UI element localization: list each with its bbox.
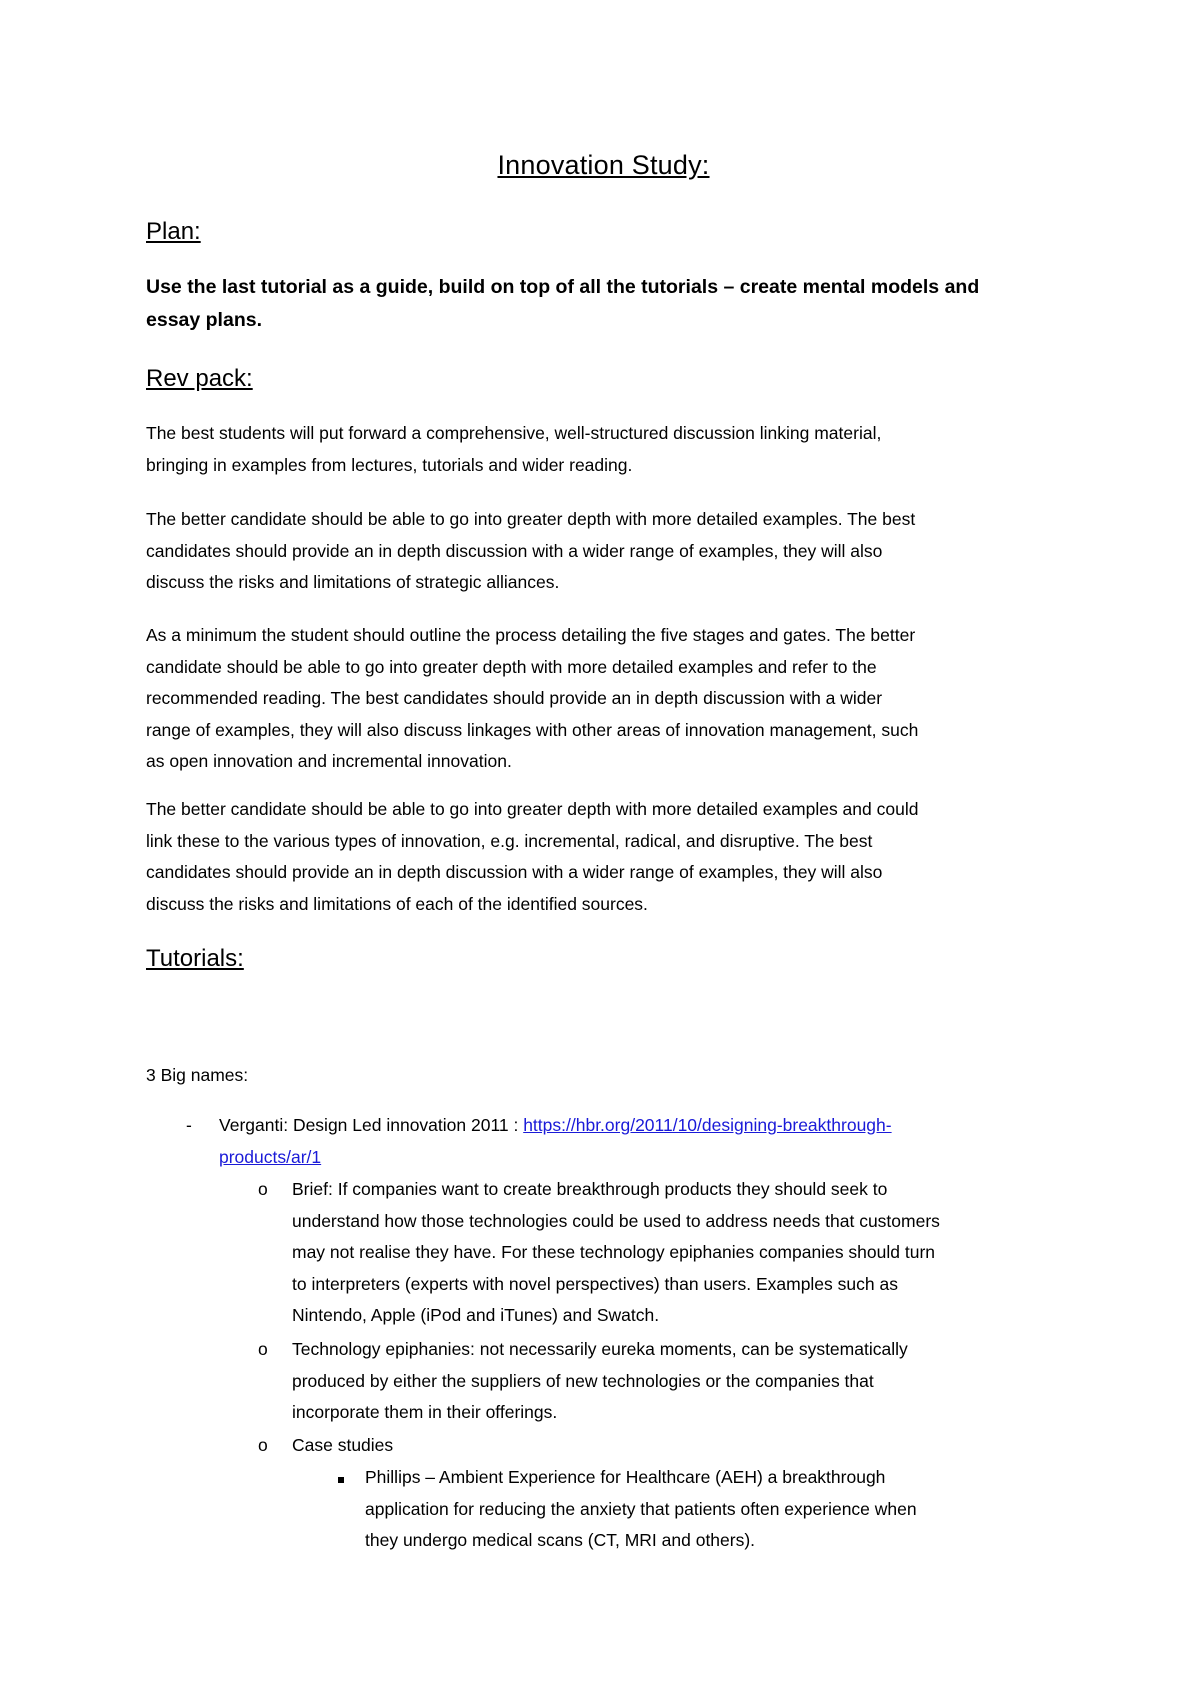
paragraph-line: discuss the risks and limitations of each of the identified sources. — [146, 893, 648, 914]
paragraph-line: may not realise they have. For these technology epiphanies companies should turn — [292, 1242, 936, 1262]
paragraph-line: link these to the various types of innovation, e.g. incremental, radical, and disruptive. The best — [146, 830, 873, 851]
verganti-link[interactable]: https://hbr.org/2011/10/designing-breakthrough- — [523, 1115, 892, 1135]
tutorials-heading: Tutorials: — [146, 945, 244, 972]
paragraph-line: range of examples, they will also discuss linkages with other areas of innovation management, such — [146, 719, 919, 740]
circle-bullet: o — [258, 1435, 268, 1455]
paragraph-line: understand how those technologies could be used to address needs that customers — [292, 1210, 940, 1231]
paragraph-line: bringing in examples from lectures, tutorials and wider reading. — [146, 454, 633, 475]
rev-pack-paragraph-3 — [146, 620, 1061, 778]
paragraph-line: recommended reading. The best candidates should provide an in depth discussion with a wider — [146, 688, 883, 708]
rev-pack-paragraph-2 — [146, 504, 1061, 599]
paragraph-line: to interpreters (experts with novel perspectives) than users. Examples such as — [292, 1273, 898, 1294]
brief-item — [292, 1174, 1072, 1332]
paragraph-line: Phillips – Ambient Experience for Healthcare (AEH) a breakthrough — [365, 1467, 886, 1487]
plan-heading: Plan: — [146, 218, 201, 245]
circle-bullet: o — [258, 1179, 268, 1199]
paragraph-line: they undergo medical scans (CT, MRI and others). — [365, 1530, 756, 1550]
paragraph-line: The best students will put forward a comprehensive, well-structured discussion linking material, — [146, 423, 882, 443]
verganti-link-continued[interactable]: products/ar/1 — [219, 1146, 322, 1167]
circle-bullet: o — [258, 1339, 268, 1359]
verganti-text: Verganti: Design Led innovation 2011 : — [219, 1115, 524, 1135]
paragraph-line: incorporate them in their offerings. — [292, 1402, 558, 1422]
rev-pack-heading: Rev pack: — [146, 365, 253, 392]
paragraph-line: Case studies — [292, 1435, 394, 1455]
paragraph-line: produced by either the suppliers of new technologies or the companies that — [292, 1370, 874, 1391]
plan-line-1: Use the last tutorial as a guide, build on top of all the tutorials – create mental models and — [146, 276, 980, 298]
big-names-label — [146, 1060, 1061, 1092]
paragraph-line: candidates should provide an in depth discussion with a wider range of examples, they will also — [146, 862, 883, 882]
document-title: Innovation Study: — [497, 150, 710, 180]
paragraph-line: Technology epiphanies: not necessarily eureka moments, can be systematically — [292, 1339, 908, 1359]
paragraph-line: as open innovation and incremental innovation. — [146, 751, 512, 771]
paragraph-line: The better candidate should be able to go into greater depth with more detailed examples. The best — [146, 509, 916, 529]
phillips-case-item — [365, 1462, 1065, 1557]
paragraph-line: The better candidate should be able to go into greater depth with more detailed examples and could — [146, 799, 919, 819]
paragraph-line: discuss the risks and limitations of strategic alliances. — [146, 572, 560, 592]
paragraph-line: Brief: If companies want to create breakthrough products they should seek to — [292, 1179, 888, 1199]
paragraph-line: candidate should be able to go into greater depth with more detailed examples and refer to the — [146, 656, 877, 677]
big-names-text: 3 Big names: — [146, 1065, 249, 1085]
paragraph-line: candidates should provide an in depth discussion with a wider range of examples, they will also — [146, 540, 883, 561]
paragraph-line: Nintendo, Apple (iPod and iTunes) and Swatch. — [292, 1305, 660, 1325]
plan-line-2: essay plans. — [146, 309, 262, 331]
case-studies-item — [292, 1430, 1072, 1462]
dash-bullet: - — [186, 1115, 192, 1135]
technology-epiphanies-item — [292, 1334, 1072, 1429]
rev-pack-paragraph-4 — [146, 794, 1061, 920]
paragraph-line: As a minimum the student should outline the process detailing the five stages and gates. The better — [146, 625, 916, 645]
plan-text — [146, 271, 1056, 337]
rev-pack-paragraph-1 — [146, 418, 1061, 481]
paragraph-line: application for reducing the anxiety that patients often experience when — [365, 1498, 917, 1519]
verganti-item — [219, 1110, 1069, 1173]
square-bullet — [338, 1462, 344, 1494]
